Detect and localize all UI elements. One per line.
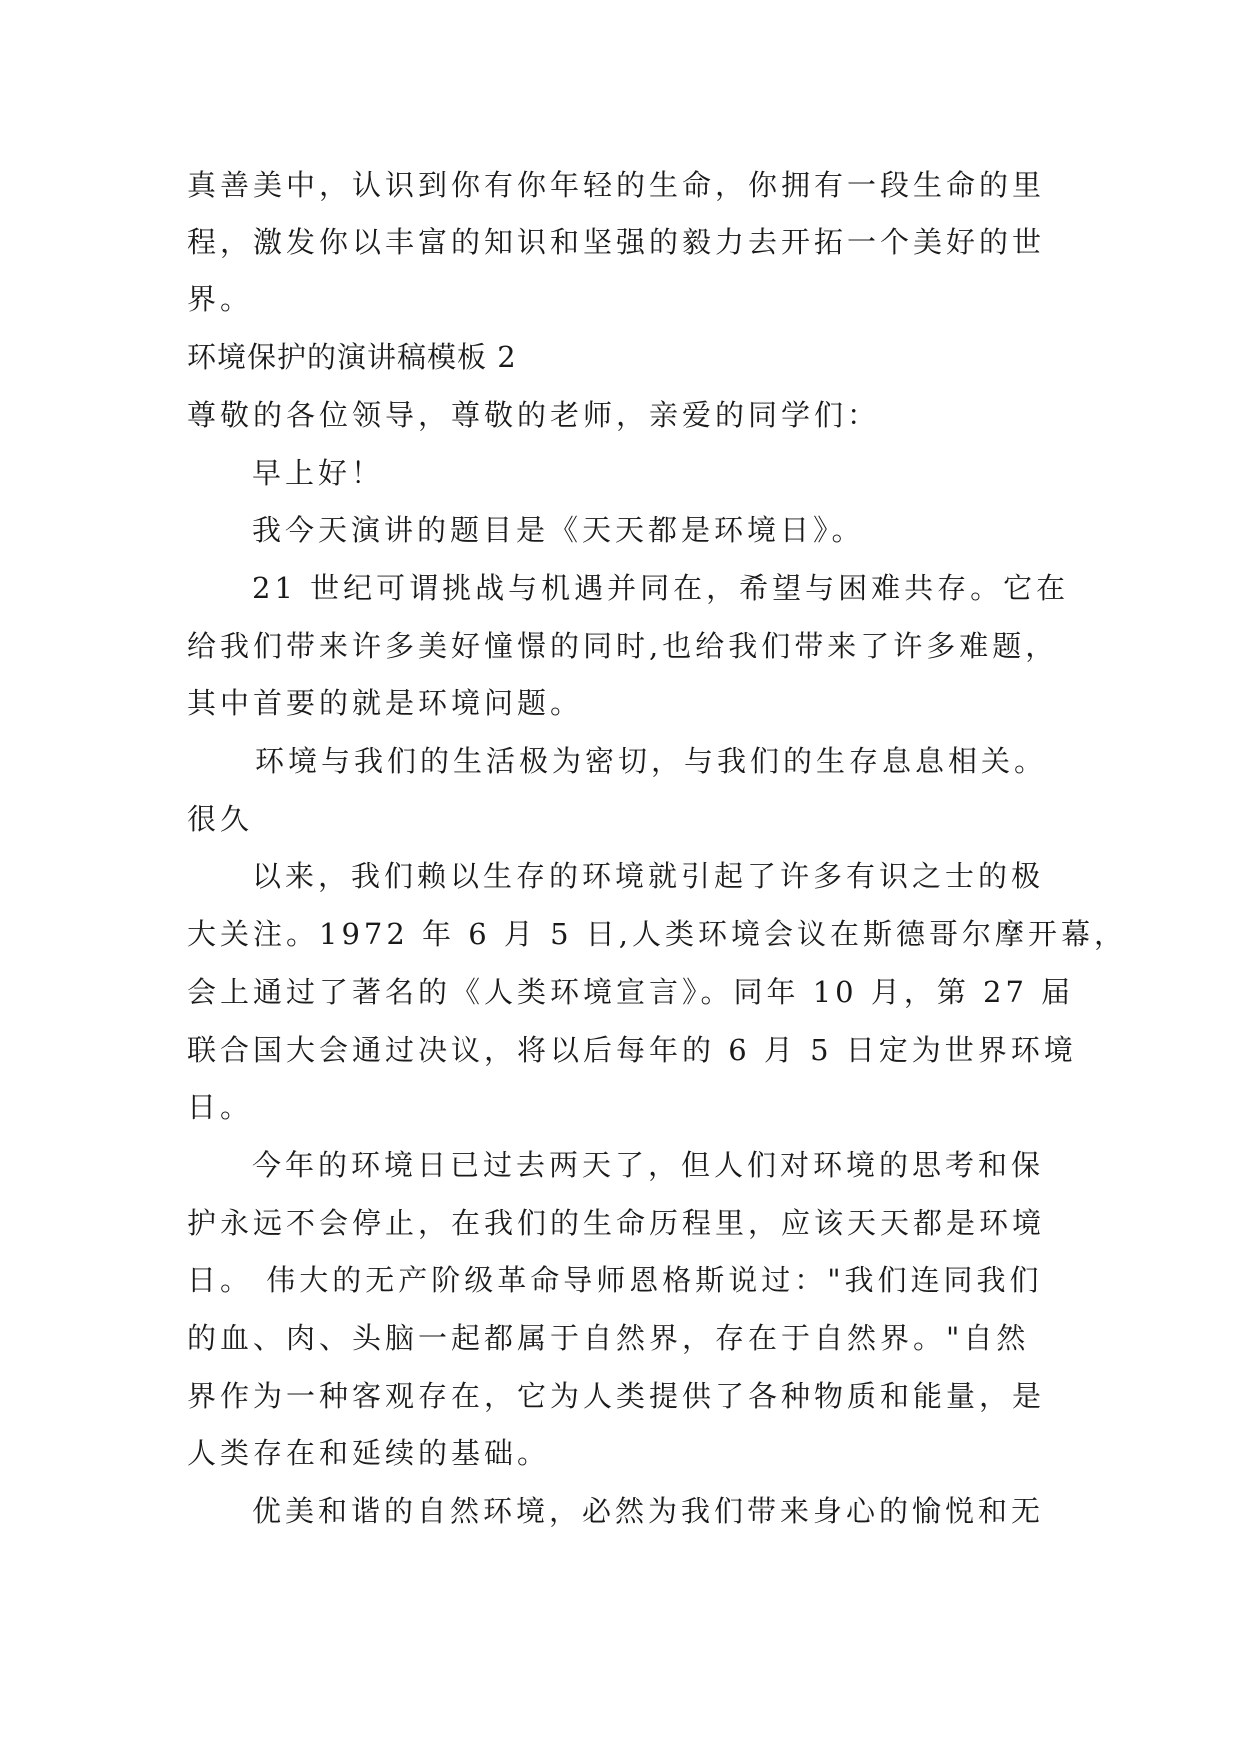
salutation: 尊敬的各位领导，尊敬的老师，亲爱的同学们： xyxy=(187,398,881,432)
text-line: 大关注。1972 年 6 月 5 日,人类环境会议在斯德哥尔摩开幕， xyxy=(187,917,1128,951)
text-line: 真善美中，认识到你有你年轻的生命，你拥有一段生命的里 xyxy=(187,168,1046,202)
text-line: 护永远不会停止，在我们的生命历程里，应该天天都是环境 xyxy=(187,1206,1046,1240)
text-line: 联合国大会通过决议，将以后每年的 6 月 5 日定为世界环境 xyxy=(187,1033,1077,1067)
text-line: 其中首要的就是环境问题。 xyxy=(187,686,584,720)
text-line: 的血、肉、头脑一起都属于自然界，存在于自然界。"自然 xyxy=(187,1321,1030,1355)
text-line: 界。 xyxy=(187,282,254,316)
text-line: 21 世纪可谓挑战与机遇并同在，希望与困难共存。它在 xyxy=(252,571,1070,605)
text-line: 环境与我们的生活极为密切，与我们的生存息息相关。 xyxy=(255,744,1048,778)
text-line: 程，激发你以丰富的知识和坚强的毅力去开拓一个美好的世 xyxy=(187,225,1046,259)
text-line: 日。 伟大的无产阶级革命导师恩格斯说过："我们连同我们 xyxy=(187,1263,1043,1297)
text-line: 会上通过了著名的《人类环境宣言》。同年 10 月，第 27 届 xyxy=(187,975,1075,1009)
text-line: 日。 xyxy=(187,1090,254,1124)
text-line: 人类存在和延续的基础。 xyxy=(187,1436,551,1470)
text-line: 给我们带来许多美好憧憬的同时,也给我们带来了许多难题， xyxy=(187,629,1059,663)
greeting: 早上好！ xyxy=(252,456,385,490)
text-line: 界作为一种客观存在，它为人类提供了各种物质和能量，是 xyxy=(187,1379,1046,1413)
speech-topic: 我今天演讲的题目是《天天都是环境日》。 xyxy=(252,513,865,547)
text-line: 以来，我们赖以生存的环境就引起了许多有识之士的极 xyxy=(252,859,1045,893)
section-title: 环境保护的演讲稿模板 2 xyxy=(187,340,517,374)
text-line: 优美和谐的自然环境，必然为我们带来身心的愉悦和无 xyxy=(252,1494,1045,1528)
text-line: 很久 xyxy=(187,802,254,836)
text-line: 今年的环境日已过去两天了，但人们对环境的思考和保 xyxy=(252,1148,1045,1182)
